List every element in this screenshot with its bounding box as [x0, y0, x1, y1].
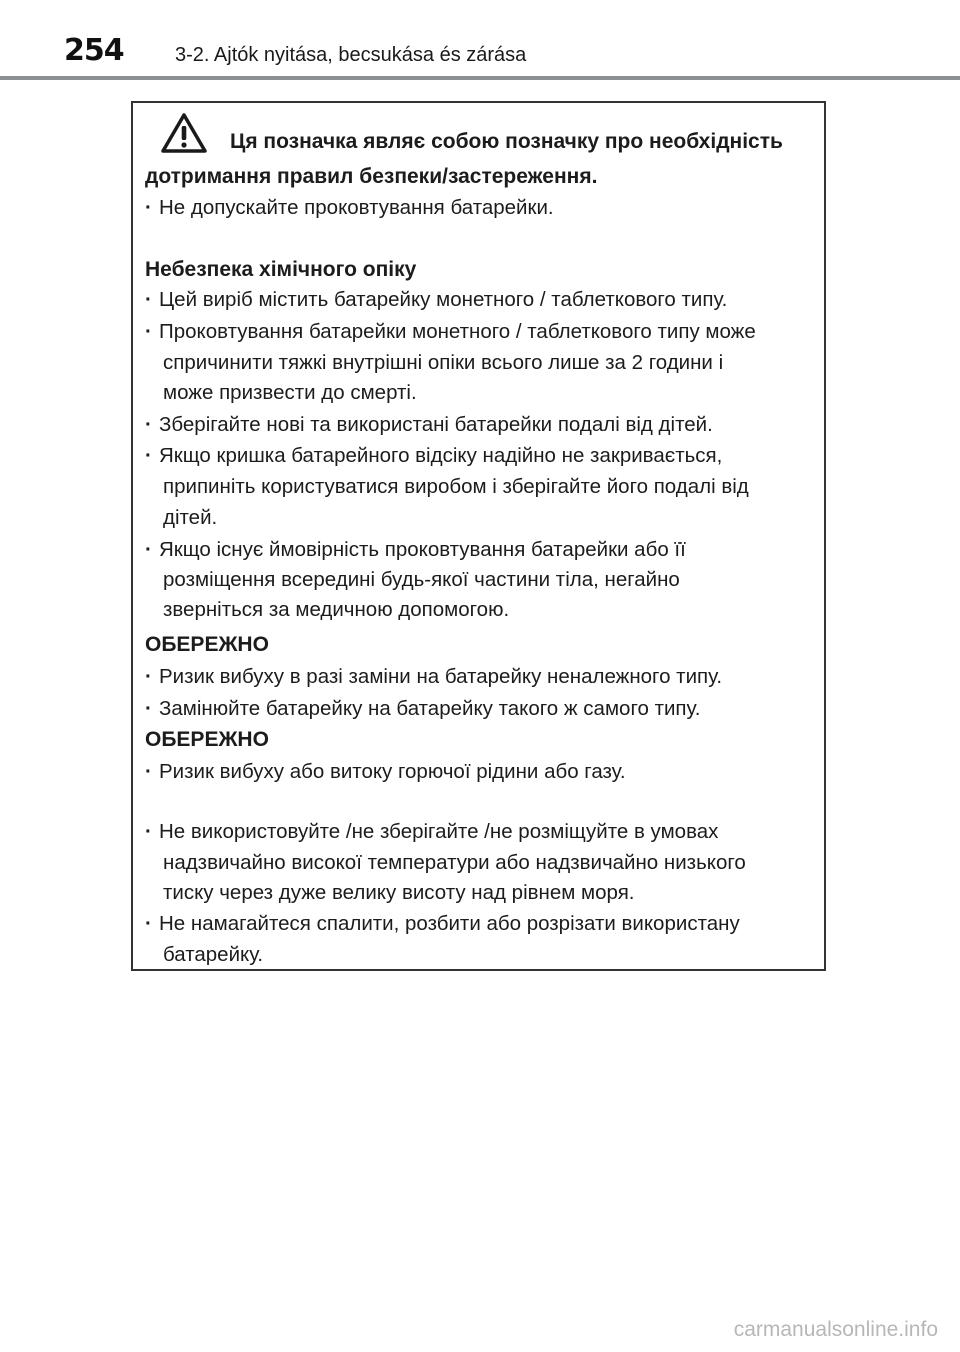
header-divider	[0, 76, 960, 80]
list-item-continuation: спричинити тяжкі внутрішні опіки всього лише за 2 години і	[163, 351, 724, 374]
list-item: · Зберігайте нові та використані батарейки подалі від дітей.	[145, 413, 713, 436]
list-item: · Не використовуйте /не зберігайте /не розміщуйте в умовах	[145, 820, 719, 843]
page-header	[0, 0, 960, 80]
list-item-continuation: припиніть користуватися виробом і зберігайте його подалі від	[163, 475, 749, 498]
list-item-continuation: батарейку.	[163, 943, 264, 966]
list-item-continuation: зверніться за медичною допомогою.	[163, 598, 510, 621]
list-item: · Ризик вибуху або витоку горючої рідини або газу.	[145, 760, 626, 783]
section-title: 3-2. Ajtók nyitása, becsukása és zárása	[175, 44, 527, 66]
list-item: · Ризик вибуху в разі заміни на батарейку неналежного типу.	[145, 665, 723, 688]
chem-burn-heading: Небезпека хімічного опіку	[145, 258, 417, 281]
caution-heading: ОБЕРЕЖНО	[145, 633, 269, 656]
list-item-continuation: дітей.	[163, 506, 218, 529]
list-item-continuation: може призвести до смерті.	[163, 381, 417, 404]
list-item: · Замінюйте батарейку на батарейку такого ж самого типу.	[145, 697, 701, 720]
list-item: · Якщо кришка батарейного відсіку надійно не закривається,	[145, 444, 723, 467]
warning-triangle-icon	[160, 112, 208, 154]
watermark-text: carmanualsonline.info	[733, 1318, 938, 1341]
list-item: · Не допускайте проковтування батарейки.	[145, 196, 554, 219]
caution-heading: ОБЕРЕЖНО	[145, 728, 269, 751]
warning-heading-line2: дотримання правил безпеки/застереження.	[145, 165, 598, 188]
warning-heading-line1: Ця позначка являє собою позначку про необхідність	[230, 130, 783, 153]
list-item: · Якщо існує ймовірність проковтування батарейки або її	[145, 538, 686, 561]
list-item-continuation: надзвичайно високої температури або надзвичайно низького	[163, 851, 746, 874]
page-number: 254	[64, 33, 124, 68]
list-item-continuation: тиску через дуже велику висоту над рівнем моря.	[163, 881, 635, 904]
list-item: · Цей виріб містить батарейку монетного / таблеткового типу.	[145, 288, 728, 311]
list-item-continuation: розміщення всередині будь-якої частини тіла, негайно	[163, 568, 680, 591]
list-item: · Не намагайтеся спалити, розбити або розрізати використану	[145, 912, 740, 935]
list-item: · Проковтування батарейки монетного / таблеткового типу може	[145, 320, 756, 343]
